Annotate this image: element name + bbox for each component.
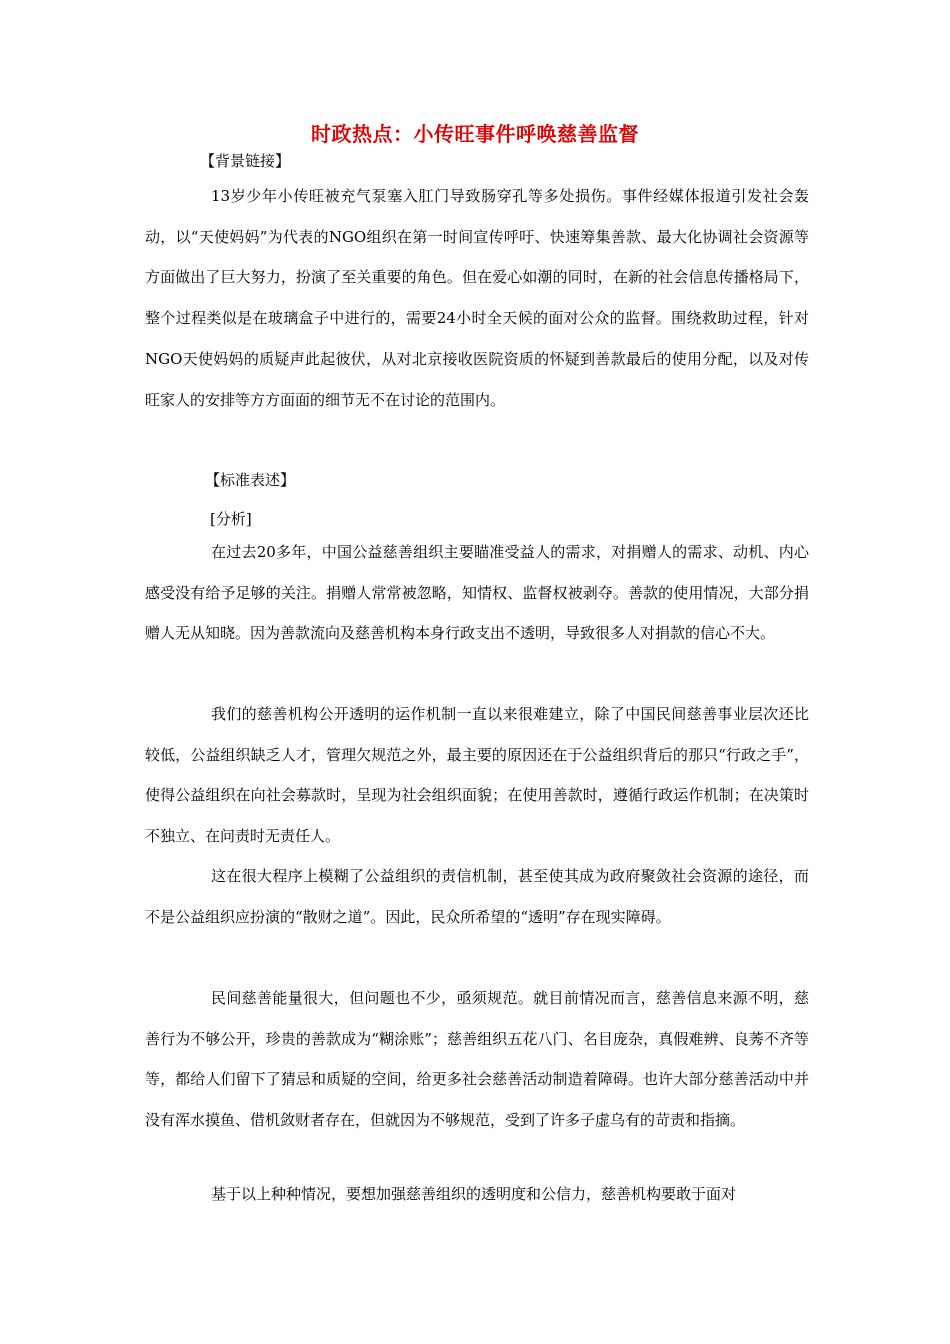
- section-heading-standard: 【标准表述】: [205, 471, 296, 489]
- section-heading-background: 【背景链接】: [200, 152, 291, 170]
- page-title: 时政热点：小传旺事件呼唤慈善监督: [311, 122, 639, 146]
- analysis-paragraph-5: 基于以上种种情况，要想加强慈善组织的透明度和公信力，慈善机构要敢于面对: [211, 1185, 737, 1203]
- analysis-paragraph-2: 我们的慈善机构公开透明的运作机制一直以来很难建立，除了中国民间慈善事业层次还比较低，公益组织缺乏人才，管理欠规范之外，最主要的原因还在于公益组织背后的那只“行政之手”，使得公益组织在向社会募款时，呈现为社会组织面貌；在使用善款时，遵循行政运作机制；在决策时不独立、在问责时无责任人。: [145, 705, 809, 846]
- analysis-paragraph-3: 这在很大程序上模糊了公益组织的责信机制，甚至使其成为政府聚敛社会资源的途径，而不是公益组织应扮演的“散财之道”。因此，民众所希望的“透明”存在现实障碍。: [145, 867, 809, 926]
- analysis-label: [分析]: [210, 510, 252, 528]
- background-paragraph: 13岁少年小传旺被充气泵塞入肛门导致肠穿孔等多处损伤。事件经媒体报道引发社会轰动，以“天使妈妈”为代表的NGO组织在第一时间宣传呼吁、快速筹集善款、最大化协调社会资源等方面做出了巨大努力，扮演了至关重要的角色。但在爱心如潮的同时，在新的社会信息传播格局下，整个过程类似是在玻璃盒子中进行的，需要24小时全天候的面对公众的监督。围绕救助过程，针对NGO天使妈妈的质疑声此起彼伏，从对北京接收医院资质的怀疑到善款最后的使用分配，以及对传旺家人的安排等方方面面的细节无不在讨论的范围内。: [145, 187, 809, 409]
- analysis-paragraph-4: 民间慈善能量很大，但问题也不少，亟须规范。就目前情况而言，慈善信息来源不明，慈善行为不够公开，珍贵的善款成为“糊涂账”；慈善组织五花八门、名目庞杂，真假难辨、良莠不齐等等，都给人们留下了猜忌和质疑的空间，给更多社会慈善活动制造着障碍。也许大部分慈善活动中并没有浑水摸鱼、借机敛财者存在，但就因为不够规范，受到了许多子虚乌有的苛责和指摘。: [145, 989, 809, 1130]
- analysis-paragraph-1: 在过去20多年，中国公益慈善组织主要瞄准受益人的需求，对捐赠人的需求、动机、内心感受没有给予足够的关注。捐赠人常常被忽略，知情权、监督权被剥夺。善款的使用情况，大部分捐赠人无从知晓。因为善款流向及慈善机构本身行政支出不透明，导致很多人对捐款的信心不大。: [145, 543, 809, 643]
